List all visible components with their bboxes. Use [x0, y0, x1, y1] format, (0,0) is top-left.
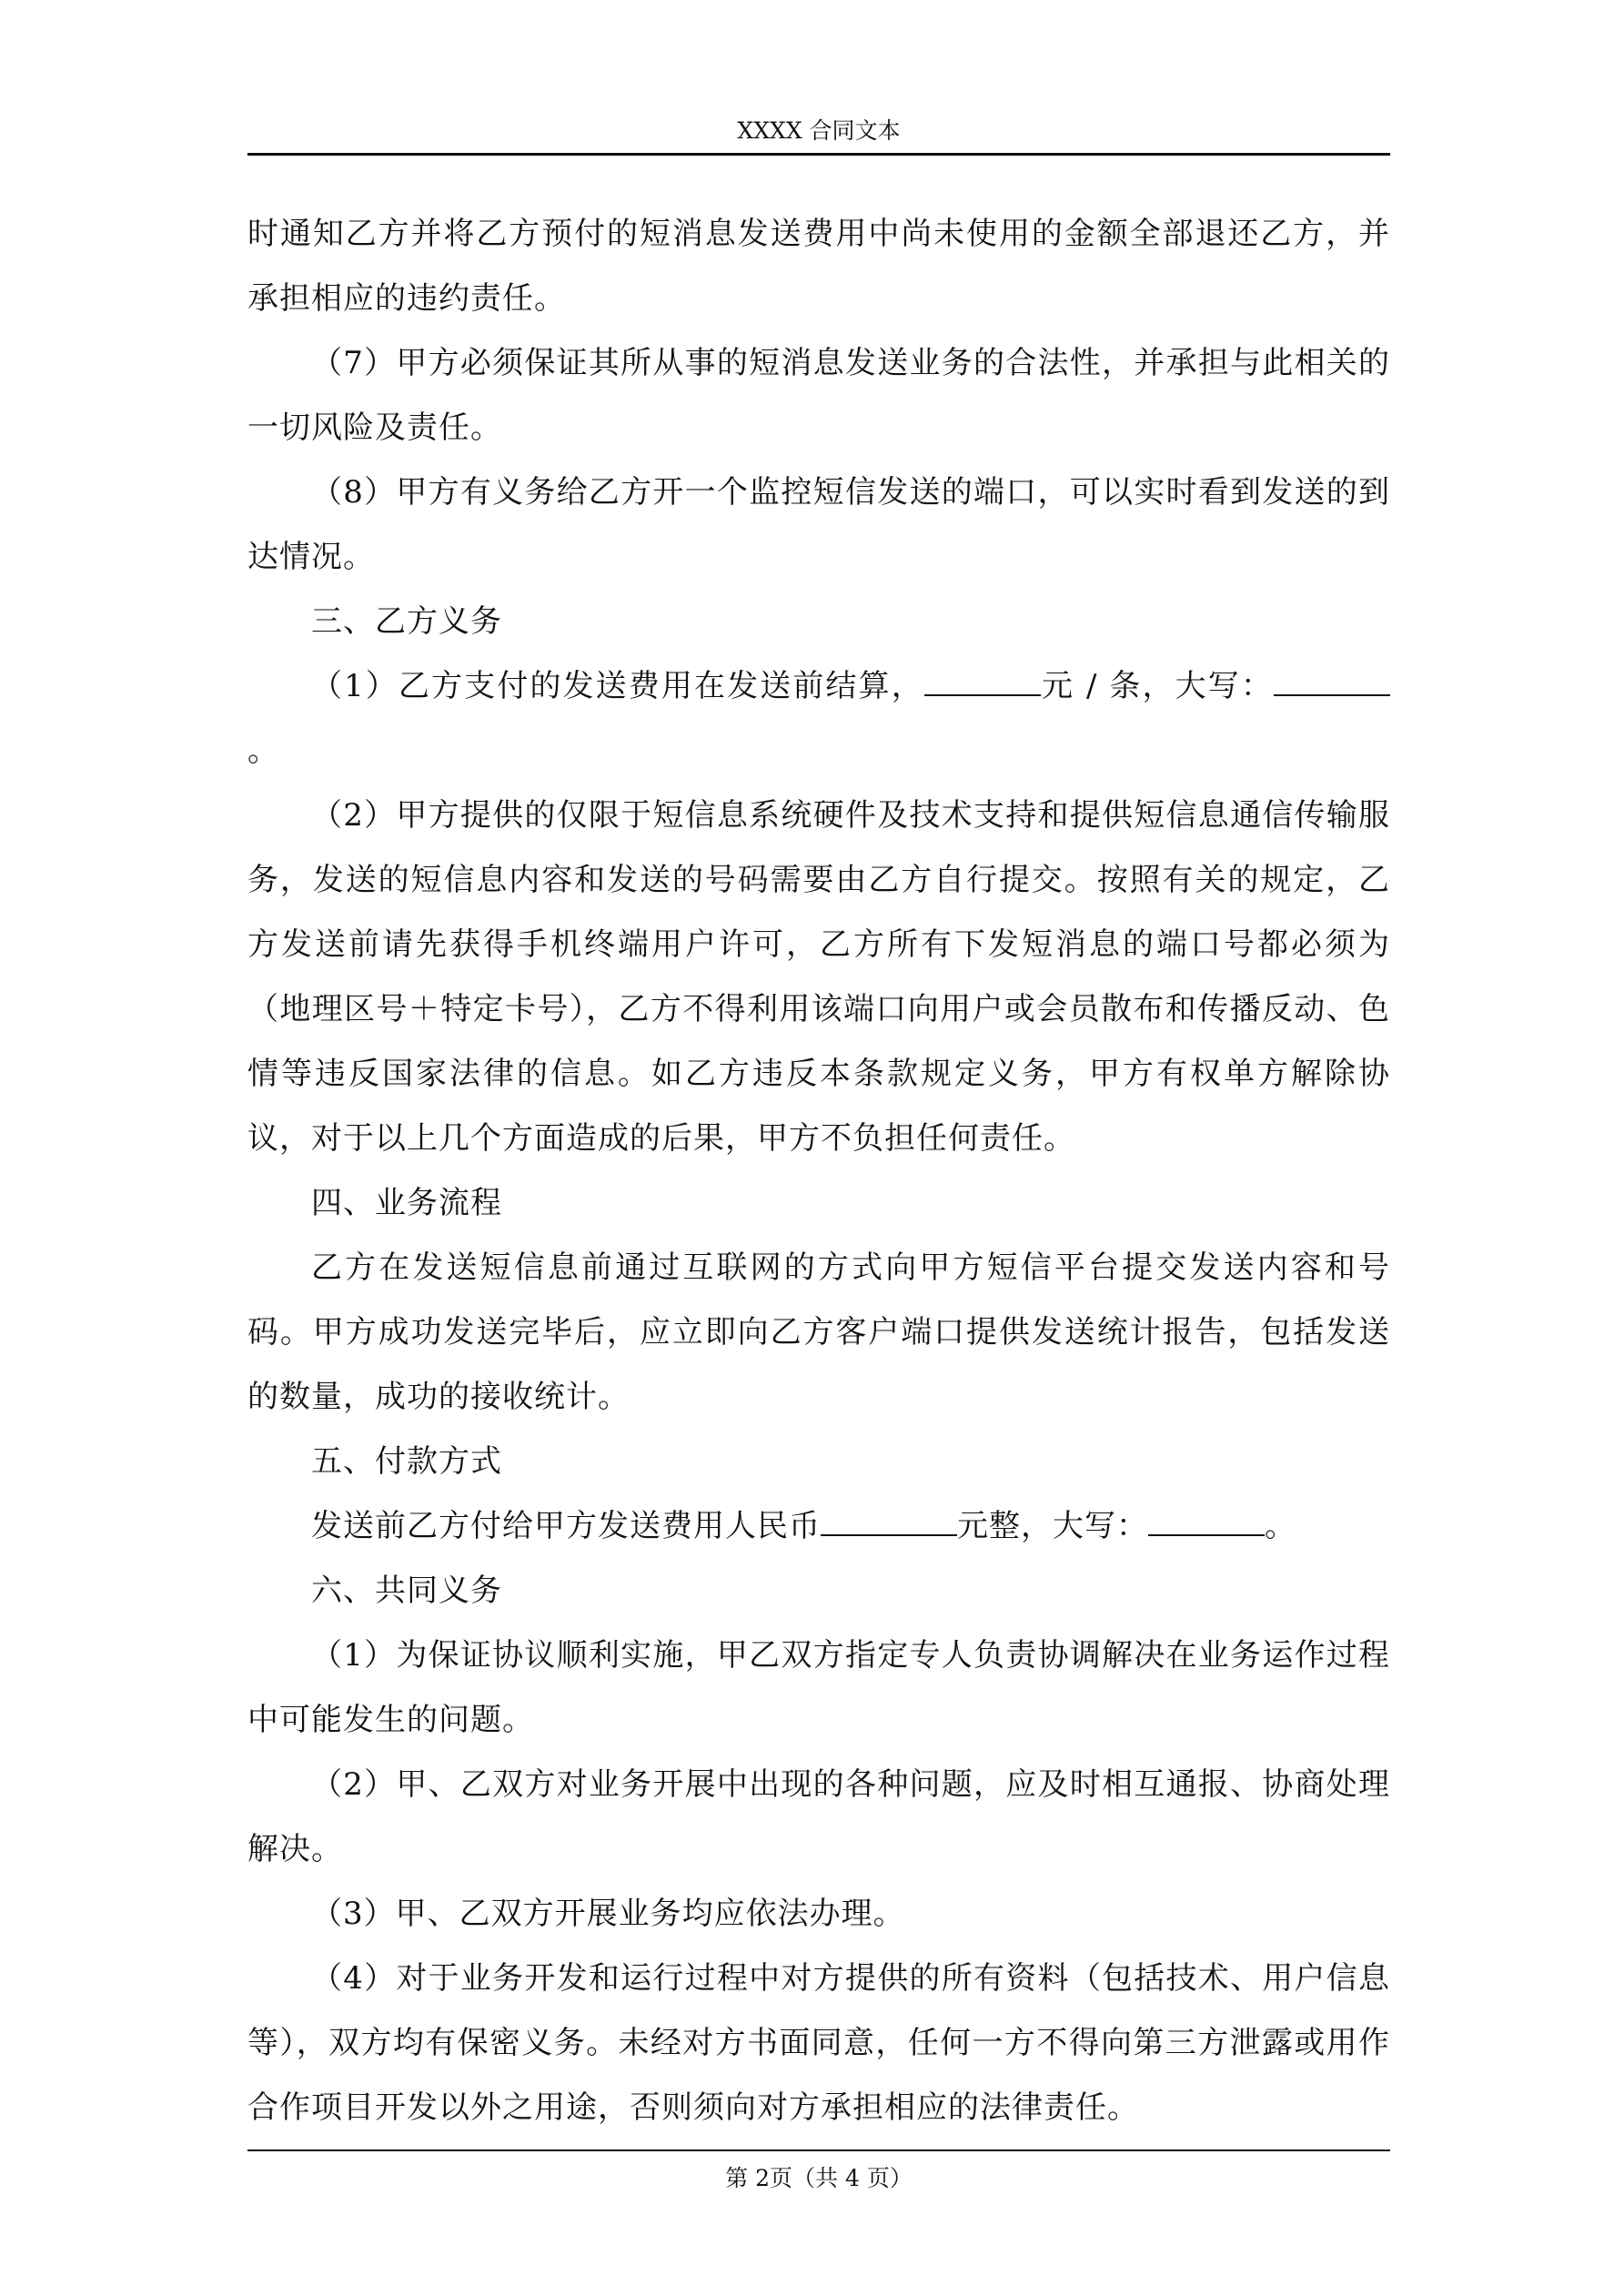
paragraph [247, 654, 1390, 784]
header-title: XXXX 合同文本 [737, 117, 901, 144]
fill-blank [1148, 1507, 1265, 1536]
page-number: 第 2页（共 4 页） [725, 2165, 913, 2191]
paragraph: （1）为保证协议顺利实施，甲乙双方指定专人负责协调解决在业务运作过程中可能发生的问题。 [247, 1637, 1390, 1738]
fill-blank [924, 667, 1041, 696]
text-span: 元 / 条，大写： [1040, 668, 1274, 704]
section-heading: 四、业务流程 [311, 1185, 502, 1221]
paragraph: （3）甲、乙双方开展业务均应依法办理。 [311, 1896, 905, 1932]
fill-blank [1274, 667, 1390, 696]
text-span: 发送前乙方付给甲方发送费用人民币 [311, 1508, 821, 1544]
fill-blank [821, 1507, 957, 1536]
paragraph: 乙方在发送短信息前通过互联网的方式向甲方短信平台提交发送内容和号码。甲方成功发送完毕后，应立即向乙方客户端口提供发送统计报告，包括发送的数量，成功的接收统计。 [247, 1249, 1390, 1415]
section-heading: 五、付款方式 [311, 1443, 502, 1480]
page-footer [247, 2149, 1390, 2206]
document-body [247, 202, 1390, 2140]
paragraph: （4）对于业务开发和运行过程中对方提供的所有资料（包括技术、用户信息等），双方均有保密义务。未经对方书面同意，任何一方不得向第三方泄露或用作合作项目开发以外之用途，否则须向对方承担相应的法律责任。 [247, 1960, 1390, 2126]
paragraph: 时通知乙方并将乙方预付的短消息发送费用中尚未使用的金额全部退还乙方，并承担相应的违约责任。 [247, 216, 1390, 317]
paragraph: （7）甲方必须保证其所从事的短消息发送业务的合法性，并承担与此相关的一切风险及责任。 [247, 345, 1390, 446]
paragraph: （2）甲方提供的仅限于短信息系统硬件及技术支持和提供短信息通信传输服务，发送的短信息内容和发送的号码需要由乙方自行提交。按照有关的规定，乙方发送前请先获得手机终端用户许可，乙方所有下发短消息的端口号都必须为（地理区号＋特定卡号），乙方不得利用该端口向用户或会员散布和传播反动、色情等违反国家法律的信息。如乙方违反本条款规定义务，甲方有权单方解除协议，对于以上几个方面造成的后果，甲方不负担任何责任。 [247, 797, 1390, 1157]
paragraph: （8）甲方有义务给乙方开一个监控短信发送的端口，可以实时看到发送的到达情况。 [247, 474, 1390, 575]
text-span: 。 [1265, 1508, 1296, 1544]
page-header [247, 109, 1390, 156]
paragraph: （2）甲、乙双方对业务开展中出现的各种问题，应及时相互通报、协商处理解决。 [247, 1766, 1390, 1867]
section-heading: 三、乙方义务 [311, 603, 502, 640]
text-span: 。 [247, 733, 279, 769]
text-span: （1）乙方支付的发送费用在发送前结算， [311, 668, 924, 704]
text-span: 元整，大写： [957, 1508, 1148, 1544]
section-heading: 六、共同义务 [311, 1573, 502, 1609]
paragraph [247, 1494, 1390, 1559]
